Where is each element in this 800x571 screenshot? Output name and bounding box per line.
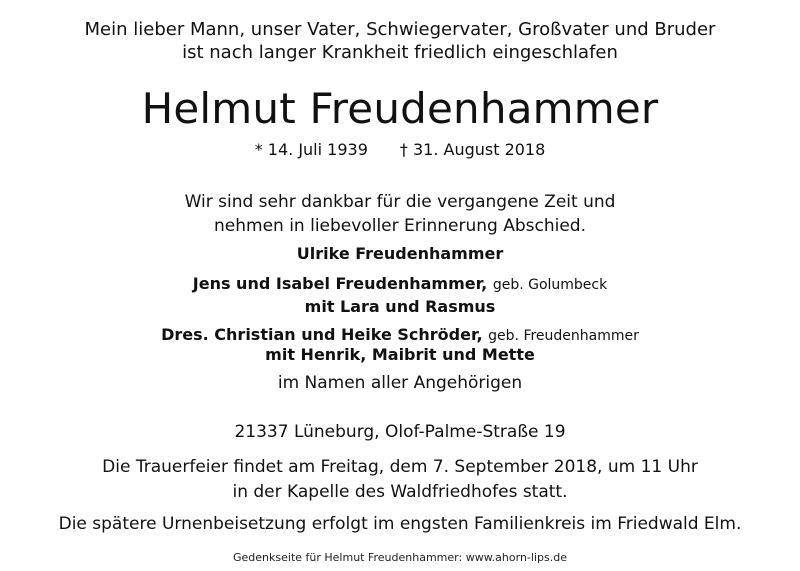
life-dates [0, 140, 800, 159]
intro-line-2: ist nach langer Krankheit friedlich eingeschlafen [182, 42, 618, 63]
birth-date: * 14. Juli 1939 [254, 140, 368, 159]
mourner-child-2 [0, 325, 800, 344]
mourner-grandchildren-2: mit Henrik, Maibrit und Mette [265, 345, 535, 364]
mourners-closing: im Namen aller Angehörigen [277, 373, 523, 393]
thanks-line-2: nehmen in liebevoller Erinnerung Abschied. [214, 216, 586, 236]
service-line-2: in der Kapelle des Waldfriedhofes statt. [232, 482, 568, 502]
mourner-child-2-names: Dres. Christian und Heike Schröder, [161, 325, 483, 344]
deceased-name: Helmut Freudenhammer [141, 84, 659, 133]
mourner-spouse: Ulrike Freudenhammer [296, 244, 504, 263]
thanks-line-1: Wir sind sehr dankbar für die vergangene Zeit und [184, 192, 616, 212]
death-date: † 31. August 2018 [399, 140, 546, 159]
family-address: 21337 Lüneburg, Olof-Palme-Straße 19 [234, 422, 566, 442]
memorial-page-footer: Gedenkseite für Helmut Freudenhammer: www.ahorn-lips.de [233, 551, 567, 564]
burial-line: Die spätere Urnenbeisetzung erfolgt im engsten Familienkreis im Friedwald Elm. [58, 514, 742, 534]
intro-line-1: Mein lieber Mann, unser Vater, Schwiegervater, Großvater und Bruder [84, 19, 716, 40]
service-line-1: Die Trauerfeier findet am Freitag, dem 7. September 2018, um 11 Uhr [102, 457, 698, 477]
mourner-child-2-note: geb. Freudenhammer [488, 328, 639, 344]
mourner-grandchildren-1: mit Lara und Rasmus [304, 297, 496, 316]
mourner-child-1-note: geb. Golumbeck [492, 277, 608, 293]
mourner-child-1 [0, 274, 800, 293]
mourner-child-1-names: Jens und Isabel Freudenhammer, [192, 274, 488, 293]
